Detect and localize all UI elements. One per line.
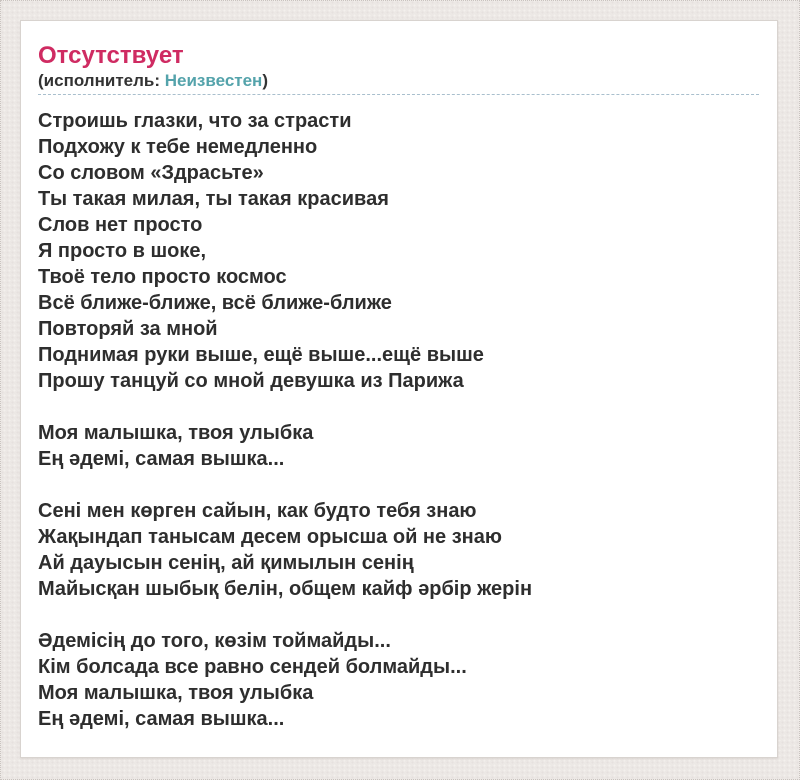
lyric-line: Майысқан шыбық белін, общем кайф әрбір жерін <box>38 578 533 600</box>
lyric-line: Ты такая милая, ты такая красивая <box>38 188 389 210</box>
lyrics-card <box>20 20 778 758</box>
lyric-line-blank <box>38 394 759 420</box>
lyric-line: Ең әдемі, самая вышка... <box>38 448 285 470</box>
lyric-line-blank <box>38 602 759 628</box>
artist-line <box>38 71 759 91</box>
lyric-line: Поднимая руки выше, ещё выше...ещё выше <box>38 344 484 366</box>
lyric-line: Я просто в шоке, <box>38 240 207 262</box>
lyric-line: Моя малышка, твоя улыбка <box>38 682 314 704</box>
lyrics-text <box>38 108 759 732</box>
artist-label: (исполнитель: <box>38 71 165 90</box>
lyric-line: Ай дауысын сенің, ай қимылын сенің <box>38 552 414 574</box>
lyric-line: Кім болсада все равно сендей болмайды... <box>38 656 467 678</box>
song-title: Отсутствует <box>38 42 184 69</box>
lyric-line: Повторяй за мной <box>38 318 218 340</box>
lyric-line: Твоё тело просто космос <box>38 266 287 288</box>
lyric-line: Подхожу к тебе немедленно <box>38 136 318 158</box>
lyric-line: Әдемісің до того, көзім тоймайды... <box>38 630 391 652</box>
artist-link[interactable]: Неизвестен <box>164 71 263 90</box>
lyric-line: Слов нет просто <box>38 214 203 236</box>
lyric-line: Ең әдемі, самая вышка... <box>38 708 285 730</box>
lyric-line: Строишь глазки, что за страсти <box>38 110 352 132</box>
lyric-line: Жақындап танысам десем орысша ой не знаю <box>38 526 502 548</box>
lyric-line: Моя малышка, твоя улыбка <box>38 422 314 444</box>
lyric-line: Со словом «Здрасьте» <box>38 162 264 184</box>
lyric-line-blank <box>38 472 759 498</box>
lyric-line: Сені мен көрген сайын, как будто тебя знаю <box>38 500 477 522</box>
lyric-line: Всё ближе-ближе, всё ближе-ближе <box>38 292 392 314</box>
artist-close-paren: ) <box>262 71 268 90</box>
lyric-line: Прошу танцуй со мной девушка из Парижа <box>38 370 464 392</box>
song-header <box>38 43 759 95</box>
